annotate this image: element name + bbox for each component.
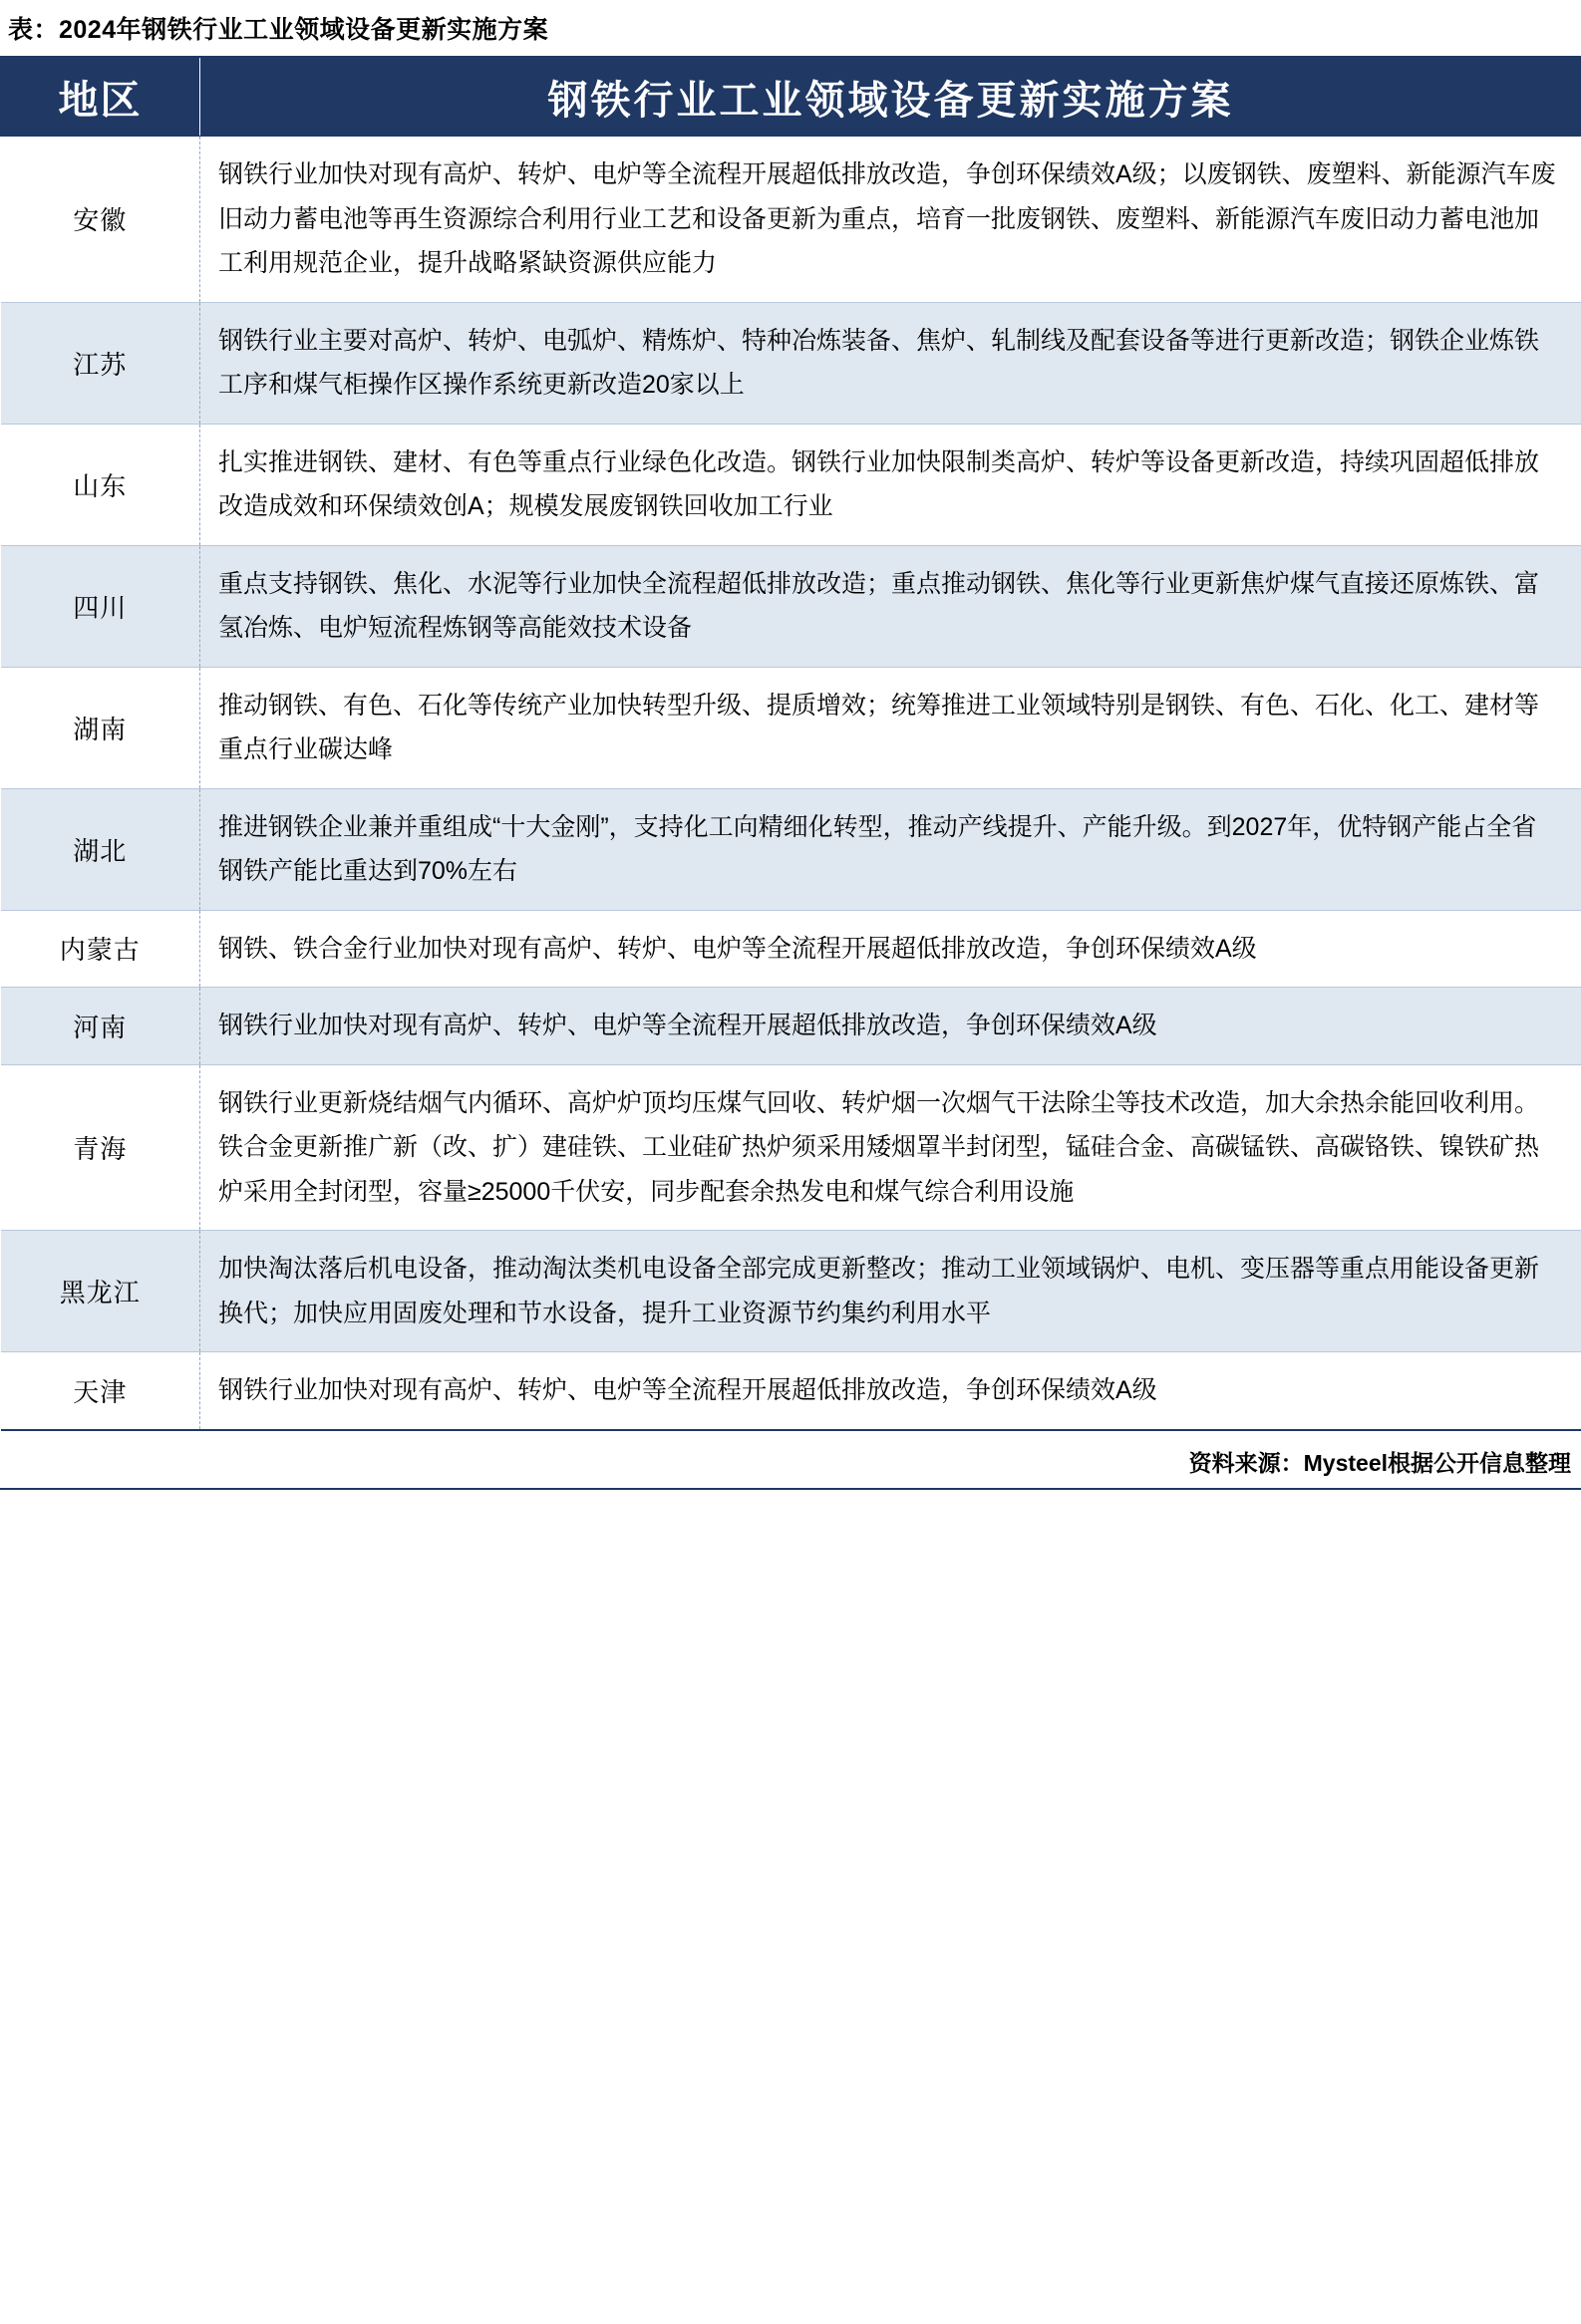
source-note: 资料来源：Mysteel根据公开信息整理 — [1188, 1449, 1571, 1476]
cell-plan: 钢铁行业更新烧结烟气内循环、高炉炉顶均压煤气回收、转炉烟一次烟气干法除尘等技术改造，加大余热余能回收利用。铁合金更新推广新（改、扩）建硅铁、工业硅矿热炉须采用矮烟罩半封闭型，锰硅合金、高碳锰铁、高碳铬铁、镍铁矿热炉采用全封闭型，容量≥25000千伏安，同步配套余热发电和煤气综合利用设施 — [200, 1064, 1581, 1231]
cell-region: 山东 — [1, 424, 200, 545]
column-header-plan: 钢铁行业工业领域设备更新实施方案 — [200, 59, 1581, 137]
cell-plan: 推动钢铁、有色、石化等传统产业加快转型升级、提质增效；统筹推进工业领域特别是钢铁、有色、石化、化工、建材等重点行业碳达峰 — [200, 667, 1581, 788]
table-row — [1, 667, 1581, 788]
table-row — [1, 788, 1581, 910]
cell-region: 湖南 — [1, 667, 200, 788]
cell-region: 河南 — [1, 988, 200, 1065]
bottom-rule — [0, 1488, 1581, 1490]
table-row — [1, 302, 1581, 424]
cell-region: 湖北 — [1, 788, 200, 910]
cell-plan: 扎实推进钢铁、建材、有色等重点行业绿色化改造。钢铁行业加快限制类高炉、转炉等设备更新改造，持续巩固超低排放改造成效和环保绩效创A；规模发展废钢铁回收加工行业 — [200, 424, 1581, 545]
cell-plan: 钢铁行业加快对现有高炉、转炉、电炉等全流程开展超低排放改造，争创环保绩效A级 — [200, 1352, 1581, 1430]
table-row — [1, 545, 1581, 667]
cell-region: 内蒙古 — [1, 910, 200, 988]
table-row — [1, 424, 1581, 545]
column-header-region: 地区 — [1, 59, 200, 137]
cell-region: 四川 — [1, 545, 200, 667]
cell-region: 江苏 — [1, 302, 200, 424]
cell-plan: 重点支持钢铁、焦化、水泥等行业加快全流程超低排放改造；重点推动钢铁、焦化等行业更新焦炉煤气直接还原炼铁、富氢冶炼、电炉短流程炼钢等高能效技术设备 — [200, 545, 1581, 667]
table-row — [1, 988, 1581, 1065]
cell-plan: 钢铁行业加快对现有高炉、转炉、电炉等全流程开展超低排放改造，争创环保绩效A级 — [200, 988, 1581, 1065]
table-row — [1, 910, 1581, 988]
table-body — [1, 137, 1581, 1430]
cell-plan: 钢铁行业加快对现有高炉、转炉、电炉等全流程开展超低排放改造，争创环保绩效A级；以废钢铁、废塑料、新能源汽车废旧动力蓄电池等再生资源综合利用行业工艺和设备更新为重点，培育一批废钢铁、废塑料、新能源汽车废旧动力蓄电池加工利用规范企业，提升战略紧缺资源供应能力 — [200, 137, 1581, 303]
steel-equipment-update-table — [0, 58, 1581, 1431]
table-caption: 表：2024年钢铁行业工业领域设备更新实施方案 — [8, 16, 549, 44]
cell-plan: 加快淘汰落后机电设备，推动淘汰类机电设备全部完成更新整改；推动工业领域锅炉、电机、变压器等重点用能设备更新换代；加快应用固废处理和节水设备，提升工业资源节约集约利用水平 — [200, 1231, 1581, 1352]
table-row — [1, 1352, 1581, 1430]
table-row — [1, 137, 1581, 303]
table-head — [1, 59, 1581, 137]
cell-plan: 推进钢铁企业兼并重组成“十大金刚”，支持化工向精细化转型，推动产线提升、产能升级。到2027年，优特钢产能占全省钢铁产能比重达到70%左右 — [200, 788, 1581, 910]
cell-region: 黑龙江 — [1, 1231, 200, 1352]
table-header-row — [1, 59, 1581, 137]
cell-region: 青海 — [1, 1064, 200, 1231]
cell-region: 安徽 — [1, 137, 200, 303]
cell-plan: 钢铁、铁合金行业加快对现有高炉、转炉、电炉等全流程开展超低排放改造，争创环保绩效A级 — [200, 910, 1581, 988]
table-row — [1, 1064, 1581, 1231]
cell-region: 天津 — [1, 1352, 200, 1430]
table-row — [1, 1231, 1581, 1352]
cell-plan: 钢铁行业主要对高炉、转炉、电弧炉、精炼炉、特种冶炼装备、焦炉、轧制线及配套设备等进行更新改造；钢铁企业炼铁工序和煤气柜操作区操作系统更新改造20家以上 — [200, 302, 1581, 424]
